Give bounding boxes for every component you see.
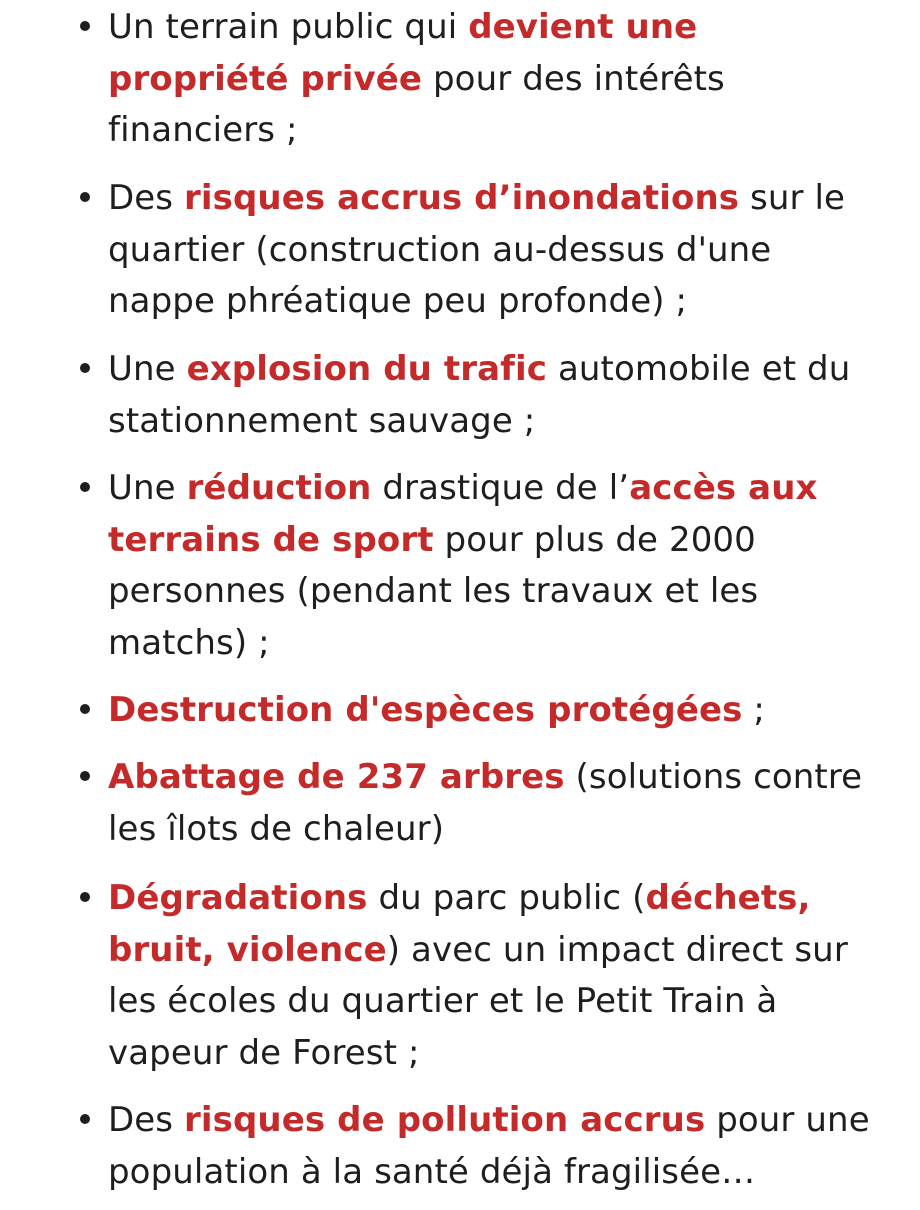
list-item-park-degradation: [0, 873, 920, 1079]
bullet-icon: [80, 21, 90, 31]
list-item-private-property: [0, 2, 920, 157]
highlighted-text: risques de pollution accrus: [184, 1100, 706, 1140]
highlighted-text: risques accrus d’inondations: [184, 178, 740, 218]
list-item-tree-felling: [0, 752, 920, 855]
body-text: Des: [108, 178, 185, 218]
highlighted-text: réduction: [186, 468, 372, 508]
body-text: ) avec un impact direct sur les écoles du quartier et le Petit Train à vapeur de Forest ;: [108, 929, 848, 1073]
bullet-icon: [80, 771, 90, 781]
body-text: ;: [742, 690, 765, 730]
bullet-icon: [80, 704, 90, 714]
bullet-icon: [80, 892, 90, 902]
list-item-traffic: [0, 344, 920, 447]
body-text: automobile et du stationnement sauvage ;: [108, 349, 851, 441]
highlighted-text: Destruction d'espèces protégées: [108, 690, 743, 730]
list-item-flood-risk: [0, 173, 920, 328]
bullet-icon: [80, 1114, 90, 1124]
highlighted-text: Dégradations: [108, 878, 368, 918]
body-text: (solutions contre les îlots de chaleur): [108, 757, 863, 849]
body-text: Une: [108, 468, 187, 508]
highlighted-text: accès aux terrains de sport: [108, 468, 818, 560]
highlighted-text: déchets, bruit, violence: [108, 878, 811, 970]
body-text: pour une population à la santé déjà fragilisée…: [108, 1100, 870, 1192]
highlighted-text: explosion du trafic: [186, 349, 548, 389]
body-text: pour plus de 2000 personnes (pendant les travaux et les matchs) ;: [108, 519, 759, 663]
body-text: sur le quartier (construction au-dessus d'une nappe phréatique peu profonde) ;: [108, 178, 846, 321]
body-text: drastique de l’: [371, 468, 630, 508]
body-text: Une: [108, 349, 187, 389]
list-item-pollution: [0, 1095, 920, 1198]
body-text: Un terrain public qui: [108, 7, 469, 47]
list-item-protected-species: [0, 685, 920, 737]
list-item-sports-access: [0, 463, 920, 669]
body-text: du parc public (: [367, 878, 646, 918]
bullet-icon: [80, 363, 90, 373]
body-text: Des: [108, 1100, 185, 1140]
highlighted-text: devient une propriété privée: [108, 7, 698, 99]
bullet-icon: [80, 192, 90, 202]
highlighted-text: Abattage de 237 arbres: [108, 757, 565, 797]
bullet-icon: [80, 482, 90, 492]
body-text: pour des intérêts financiers ;: [108, 58, 725, 150]
